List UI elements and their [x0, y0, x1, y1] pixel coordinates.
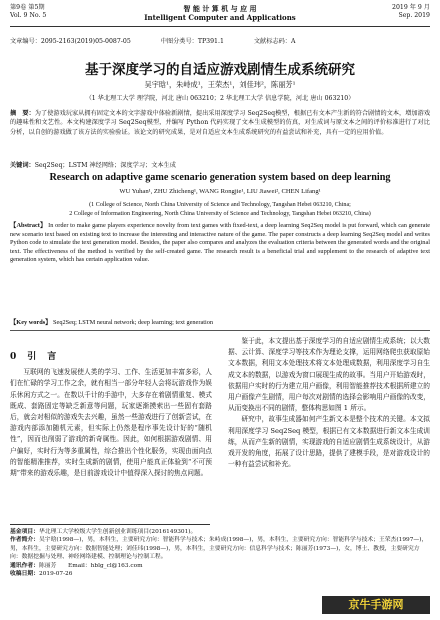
affiliation-chinese: （1 华北理工大学 理学院，河北 唐山 063210；2 华北理工大学 信息学院，河北 唐山 063210） [85, 95, 355, 102]
right-column [228, 336, 430, 470]
footnote-divider [10, 524, 210, 525]
author-bio: 作者简介：吴宇晗(1998—)，男，本科生，主要研究方向：智能科学与技术；朱峙成(1998—)，男，本科生，主要研究方向：智能科学与技术；王荣杰(1997—)，男，本科生，主要研究方向：数据智能处理；刘佳玮(1998—)，男，本科生，主要研究方向：信息科学与技术；陈丽芳(1973—)，女，博士、教授，主要研究方向：数据挖掘与处理、神经网络建模、控制理论与控制工程。 [10, 537, 428, 561]
keywords-text: Seq2Seq；LSTM 神经网络；深度学习；文本生成 [34, 162, 176, 169]
affiliation-english: (1 College of Science, North China University of Science and Technology, Tangshan Hebei 063210, China; 2 College of Information Engineering, North China University of Science and Technology, Tangshan Hebei 063210, China) [69, 202, 371, 217]
fund-line: 基金项目：华北理工大学校级大学生创新创业训练项目(2016149301)。 [10, 529, 197, 535]
left-column [10, 352, 212, 479]
section-divider [10, 330, 430, 331]
site-watermark: 京牛手游网 [322, 596, 430, 614]
abstract-chinese [10, 109, 430, 137]
keywords-label: 关键词： [10, 162, 35, 169]
corresponding-author: 通讯作者：陈丽芳 Email：hblg_cl@163.com [10, 562, 143, 569]
keywords-label-en: 【Key words】 [10, 319, 52, 326]
abstract-label: 摘 要： [10, 110, 35, 117]
paragraph: 互联网的飞速发展使人类的学习、工作、生活更加丰富多彩，人们在忙碌的学习工作之余，就有相当一部分年轻人会将玩游戏作为娱乐休闲方式之一。在数以千计的手游中，大多存在着剧情重复、模式既成、套路固定等缺乏新意等问题，玩家逐渐摸索出一些固有套路后，就会对相似的游戏失去兴趣，虽然一些游戏进行了创新尝试，在游戏内部添加随机元素，但实际上仍然是程序事先设计好的“随机性”，因而也削弱了游戏的新奇属性。因此，如何根据游戏剧情、用户偏好，实时行为等多重属性，综合推出个性化服务，实现由面向点的智能精准推荐，实时生成新的剧情，使用户能真正体验到“不可预期”带来的游戏乐趣，是目前游戏设计中值得深入探讨的焦点问题。 [10, 368, 212, 478]
journal-name: 智 能 计 算 机 与 应 用 Intelligent Computer and Applications [144, 4, 296, 22]
authors-chinese: 吴宇晗¹，朱峙成¹，王荣杰¹，刘佳玮²，陈丽芳¹ [144, 80, 296, 89]
clc-number: 中图分类号：TP391.1 [160, 38, 224, 45]
keywords-chinese [10, 160, 430, 169]
abstract-english [10, 222, 430, 265]
title-chinese: 基于深度学习的自适应游戏剧情生成系统研究 [85, 62, 355, 78]
keywords-text-en: Seq2Seq; LSTM neural network; deep learning; text generation [53, 319, 214, 326]
section-title: 0 引 言 [10, 352, 58, 362]
authors-english: WU Yuhan¹, ZHU Zhicheng¹, WANG Rongjie¹, LIU Jiawei², CHEN Lifang¹ [119, 188, 321, 195]
article-meta [10, 36, 430, 45]
abstract-text-en: In order to make game players experience novelty from text games with fixed-text, a deep learning Seq2Seq model is put forward, which can generate new scenario text based on existing text to increase the interesting and interactive nature of the game. The paper constructs a deep learning Seq2Seq model and writes Python code to simulate the text generation model. Besides, the paper also compares and analyzes the evaluation criteria between the generated words and the original text. The effectiveness of the method is verified by the self-created game. The research result is a beneficial trial and supplement to the research of adaptive text generation system, which has certain application value. [10, 222, 430, 264]
paragraph: 鉴于此，本文提出基于深度学习的自适应剧情生成系统；以大数据、云计算、深度学习等技术作为理论支撑，运用网络爬虫获取原始文本数据，利用文本处理技术将文本处理成数据，利用深度学习自生成文本的数据，以游戏为窗口展现生成的故事。当用户开始游戏时，依据用户实时的行为建立用户画像，利用智能推荐技术根据所建立的用户画像产生剧情，用户每次对剧情的选择会影响用户画像的改变，从而变换出不同的剧情，整体构思如图 1 所示。 [228, 337, 430, 413]
abstract-label-en: 【Abstract】 [10, 222, 47, 229]
paragraph: 研究中，故事生成器如何产生新文本是整个技术的关键。本文拟利用深度学习 Seq2Seq 模型，根据已有文本数据进行新文本生成训练，从而产生新的剧情，实现游戏的自适应剧情生成系统设计，从游戏开发的角度，拓展了设计思路，提供了建模手段，是对游戏设计的一种有益尝试和补充。 [228, 415, 430, 469]
issue-date: 2019 年 9 月 Sep. 2019 [392, 4, 430, 19]
article-number: 文章编号：2095-2163(2019)05-0087-05 [10, 38, 131, 45]
keywords-english [10, 317, 430, 326]
abstract-text: 为了使游戏玩家从拥有固定文本的文字游戏中体验新剧情，提出采用深度学习 Seq2Seq模型，根据已有文本产生新的符合剧情的文本，增加游戏的趣味性和文艺性。本文构建深度学习 Seq2Seq模型，并编写 Python 代码实现了文本生成模型的仿真，对生成词与原文本之间的评价标准进行了对比分析，以自创的游戏做了该方法的实验验证。该论文的研究成果，是对自适应文本生成系统研究的有益尝试和补充，具有一定的应用价值。 [10, 110, 431, 136]
volume-info: 第9卷 第5期 Vol. 9 No. 5 [10, 4, 47, 19]
title-english: Research on adaptive game scenario generation system based on deep learning [49, 172, 391, 183]
footnote [10, 528, 430, 578]
journal-header [10, 4, 430, 27]
document-code: 文献标志码：A [253, 38, 296, 45]
received-date: 收稿日期：2019-07-26 [10, 571, 73, 578]
